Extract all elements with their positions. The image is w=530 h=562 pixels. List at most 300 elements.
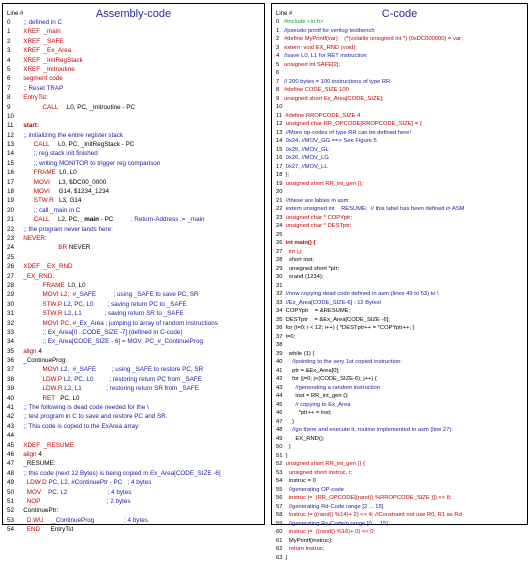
line-number: 50 [7, 488, 18, 497]
code-token: 49 [276, 436, 295, 442]
line-number: 22 [7, 225, 18, 234]
code-token: L3, G14 [59, 197, 81, 204]
code-token: 41 [276, 368, 292, 374]
code-token: for (i=0; i < 12; i++) { *DESTptr++ = *COPYptr++; } [286, 325, 415, 331]
code-token: 22 [276, 206, 286, 212]
code-token: ;; test program in C to save and restore PC and SR. [18, 413, 167, 420]
code-token: 7 [276, 79, 284, 85]
code-token: return instruc; [289, 546, 324, 552]
code-token: 23 [276, 215, 286, 221]
code-token: 0x25, //MOV_GL [286, 147, 329, 153]
code-token: 16 [276, 155, 286, 161]
code-line [7, 103, 262, 112]
code-token: instruc = 0 [289, 478, 316, 484]
code-line [7, 459, 262, 468]
line-number: 52 [7, 506, 18, 515]
code-token: XREF _InitRegStack [18, 57, 83, 64]
code-token: END [18, 526, 51, 533]
code-line [276, 392, 525, 401]
code-token: 52 [276, 461, 286, 467]
line-number: 38 [7, 375, 18, 384]
code-token: unsigned short RR_int_gen () { [286, 461, 365, 467]
line-number: 18 [7, 187, 18, 196]
code-line [276, 333, 525, 342]
code-line [7, 525, 262, 534]
code-token: 9 [276, 96, 284, 102]
code-line [7, 506, 262, 515]
code-line [276, 27, 525, 36]
code-line [7, 46, 262, 55]
code-token: ;; defined in C [18, 19, 62, 26]
code-line [7, 431, 262, 440]
code-token: 0x26, //MOV_LG [286, 155, 329, 161]
code-token: 59 [276, 521, 289, 527]
code-token: MOVI [18, 188, 59, 195]
code-line [7, 281, 262, 290]
code-line [276, 375, 525, 384]
code-line [7, 18, 262, 27]
code-token: 36 [276, 325, 286, 331]
code-token: 15 [276, 147, 286, 153]
code-token: L2, PC, L0 ; restoring return PC from _SAFE [64, 376, 202, 383]
code-token: MyPrintf(instruc); [289, 538, 333, 544]
code-line [276, 494, 525, 503]
code-token: ;; this code (next 12 Bytes) is being copied in Ex_Area[CODE_SIZE -6] [18, 470, 221, 477]
line-number: 1 [7, 27, 18, 36]
line-number: 20 [7, 206, 18, 215]
code-token: _RESUME: [18, 460, 55, 467]
code-line [276, 52, 525, 61]
code-token: STW.R [18, 310, 64, 317]
code-token: STW.P [18, 301, 64, 308]
code-token: 39 [276, 351, 289, 357]
code-token: ;; writing MONITOR to trigger reg comparison [18, 160, 160, 167]
code-token: 13 [276, 130, 286, 136]
line-number: 19 [7, 196, 18, 205]
code-line [276, 469, 525, 478]
code-token: 38 [276, 342, 282, 348]
line-number: 14 [7, 149, 18, 158]
code-token: //these are lables in asm [286, 198, 349, 204]
code-token: XDEF _EX_RND [18, 263, 73, 270]
c-line-number-label: Line # [276, 11, 292, 17]
code-token: 28 [276, 257, 289, 263]
code-line [276, 222, 525, 231]
code-line [276, 418, 525, 427]
code-token: _EX_RND: [18, 273, 54, 280]
code-token: } [286, 555, 288, 561]
code-token: //Ex_Area[CODE_SIZE-6] : 12 Bytes! [286, 300, 382, 306]
line-number: 32 [7, 319, 18, 328]
code-token: 24 [276, 223, 286, 229]
code-line [276, 256, 525, 265]
code-line [276, 545, 525, 554]
code-line [7, 93, 262, 102]
assembly-line-number-label: Line # [7, 11, 23, 17]
code-token: start: [18, 122, 39, 129]
code-token: MOVI [18, 366, 60, 373]
code-line [7, 309, 262, 318]
code-line [7, 178, 262, 187]
code-token: CALL [18, 141, 58, 148]
line-number: 12 [7, 131, 18, 140]
line-number: 15 [7, 159, 18, 168]
code-token: 48 [276, 427, 292, 433]
code-token: FRAME [18, 282, 68, 289]
code-token: //pointing to the very 1st copied instruction: [292, 359, 402, 365]
code-token: 33 [276, 300, 286, 306]
code-token: #define RROPCODE_SIZE 4 [285, 113, 360, 119]
code-line [7, 140, 262, 149]
code-token: unsigned char RR_OPCODE[RROPCODE_SIZE] = { [286, 121, 422, 127]
code-line [276, 239, 525, 248]
code-line [7, 347, 262, 356]
code-line [276, 129, 525, 138]
code-token: 19 [276, 181, 286, 187]
code-token: //generating Rd-Code range [2 ... 15] [289, 504, 383, 510]
code-line [7, 478, 262, 487]
c-panel-title: C-code [272, 8, 527, 20]
code-token: 62 [276, 546, 289, 552]
code-token: // 200 bytes = 100 instructions of type RR [284, 79, 390, 85]
code-token: extern void EX_RND (void); [284, 45, 357, 51]
code-line [276, 460, 525, 469]
code-token: FRAME [18, 169, 59, 176]
code-token: CALL [18, 216, 58, 223]
code-token: ;; Ex_Area[CODE_SIZE - 6] = MOV PC_#_ContinueProg [18, 338, 203, 345]
code-token: RET [18, 395, 60, 402]
code-token: L0, L0 [59, 169, 77, 176]
code-token: //save L0, L1 for RET instruction [284, 53, 367, 59]
code-token: unsigned char * COPYptr; [286, 215, 352, 221]
code-token: ;; This code is copied to the ExArea array: [18, 423, 140, 430]
code-line [276, 290, 525, 299]
code-token: //generating a random instruction [295, 385, 380, 391]
code-token: D.WU [18, 517, 52, 524]
code-line [276, 528, 525, 537]
code-token: G14, $1234_1234 [59, 188, 109, 195]
code-token: PC, L2 ; 4 bytes [48, 489, 131, 496]
code-token: ; 2 bytes [107, 498, 131, 505]
line-number: 46 [7, 450, 18, 459]
code-token: 53 [276, 470, 289, 476]
code-line [7, 243, 262, 252]
code-token: L0, PC, _Initroutine - PC [67, 104, 135, 111]
code-token: NEVER: [18, 235, 47, 242]
code-token: #include <io.h> [284, 19, 323, 25]
code-token: XDEF _RESUME [18, 442, 74, 449]
code-token: 54 [276, 478, 289, 484]
code-token: ;; the program never lands here: [18, 226, 113, 233]
code-token: EX_RND(); [295, 436, 324, 442]
code-token: extern unsigned int RESUME; // this label has been defined in ASM [286, 206, 465, 212]
code-token: //generating Rs-Code/n range [0 ... 15] [289, 521, 388, 527]
code-line [7, 168, 262, 177]
code-token: ;; reg stack init finished [18, 150, 98, 157]
code-token: instruc |= ((rand() %14)+ 2) << 4; //Constraint not use R0, R1 as Rd [289, 512, 462, 518]
code-token: #_SAFE ; using _SAFE to save PC, SR [73, 291, 199, 298]
code-token: //now copying dead code defined in asm (lines 49 to 53) to \ [286, 291, 439, 297]
code-line [7, 422, 262, 431]
code-line [276, 443, 525, 452]
code-line [276, 103, 525, 112]
code-line [276, 486, 525, 495]
code-token: 50 [276, 444, 289, 450]
code-token: 56 [276, 495, 289, 501]
code-token: 60 [276, 529, 289, 535]
code-token: ;; The following is dead code needed for the \ [18, 404, 149, 411]
code-token: 25 [276, 232, 282, 238]
code-token: #define CODE_SIZE 100 [284, 87, 349, 93]
code-token: instruc |= (RR_OPCODE[(rand() %RROPCODE_SIZE )]) << 8; [289, 495, 452, 501]
code-line [276, 324, 525, 333]
line-number: 37 [7, 365, 18, 374]
code-line [7, 272, 262, 281]
code-line [276, 86, 525, 95]
code-token: //generating OP-code [289, 487, 344, 493]
code-line [276, 154, 525, 163]
line-number: 49 [7, 478, 18, 487]
code-token: *ptr++ = inst; [299, 410, 332, 416]
code-token: i=0; [286, 334, 296, 340]
code-line [276, 44, 525, 53]
code-token: ContinuePtr: [18, 507, 58, 514]
line-number: 42 [7, 412, 18, 421]
code-line [276, 358, 525, 367]
code-line [276, 316, 525, 325]
code-line [276, 188, 525, 197]
code-token: 32 [276, 291, 286, 297]
code-token: align [18, 451, 38, 458]
code-token: BR [18, 244, 69, 251]
code-token: 37 [276, 334, 286, 340]
code-token: ;; Ex_Area[0 ..CODE_SIZE -7] (defined in C-code) [18, 329, 182, 336]
code-token: 2 [276, 36, 284, 42]
line-number: 44 [7, 431, 18, 440]
code-line [276, 112, 525, 121]
code-token: L2, PC, [58, 216, 81, 223]
line-number: 13 [7, 140, 18, 149]
code-token: L2, L1 ; restoring return SR from _SAFE [64, 385, 199, 392]
code-token: 0x27, //MOV_LL [286, 164, 328, 170]
code-token: 18 [276, 172, 286, 178]
code-line [7, 356, 262, 365]
code-line [7, 234, 262, 243]
code-token: 43 [276, 385, 295, 391]
code-line [276, 231, 525, 240]
code-line [7, 206, 262, 215]
code-line [7, 441, 262, 450]
code-line [7, 74, 262, 83]
code-line [276, 503, 525, 512]
code-line [7, 65, 262, 74]
code-line [7, 27, 262, 36]
code-line [276, 299, 525, 308]
code-token: 5 [276, 62, 284, 68]
code-line [276, 95, 525, 104]
line-number: 5 [7, 65, 18, 74]
code-token: L3, $DC00_0000 [59, 179, 107, 186]
line-number: 48 [7, 469, 18, 478]
code-line [276, 367, 525, 376]
code-token: NOP [18, 498, 107, 505]
code-token: DESTptr = &Ex_Area[CODE_SIZE -6]; [286, 317, 390, 323]
code-token: inst = RR_int_gen (); [295, 393, 348, 399]
code-token: 47 [276, 419, 292, 425]
code-token: while (1) { [289, 351, 314, 357]
line-number: 0 [7, 18, 18, 27]
code-line [7, 262, 262, 271]
code-line [7, 469, 262, 478]
code-token: 35 [276, 317, 286, 323]
code-line [7, 497, 262, 506]
code-token: 4 [276, 53, 284, 59]
code-token: #_Ex_Area ; jumping to array of random instructions [73, 320, 218, 327]
code-token: MOVI [18, 179, 59, 186]
line-number: 35 [7, 347, 18, 356]
code-token: 3 [276, 45, 284, 51]
line-number: 10 [7, 112, 18, 121]
code-token: } [292, 419, 294, 425]
code-line [276, 61, 525, 70]
code-token: EntryTst: [18, 94, 48, 101]
code-line [276, 171, 525, 180]
code-token: 30 [276, 274, 289, 280]
code-token: ;; Reset TRAP [18, 85, 63, 92]
code-token: XREF _main [18, 28, 61, 35]
code-token: ;; call _main in C [18, 207, 80, 214]
code-token: unsigned int SAFE[2]; [284, 62, 340, 68]
code-token: 21 [276, 198, 286, 204]
line-number: 36 [7, 356, 18, 365]
code-token: 6 [276, 70, 279, 76]
code-token: unsigned short RR_int_gen (); [286, 181, 363, 187]
code-line [7, 328, 262, 337]
code-line [276, 214, 525, 223]
code-line [7, 37, 262, 46]
line-number: 2 [7, 37, 18, 46]
code-token: //More op-codes of type RR can be defined here! [286, 130, 411, 136]
code-line [276, 435, 525, 444]
code-token: PC, L2, #ContinuePtr - PC ; 4 bytes [48, 479, 151, 486]
code-token: XREF _Ex_Area [18, 47, 71, 54]
code-line [7, 149, 262, 158]
code-line [276, 273, 525, 282]
line-number: 31 [7, 309, 18, 318]
code-line [276, 18, 525, 27]
line-number: 4 [7, 56, 18, 65]
line-number: 30 [7, 300, 18, 309]
line-number: 25 [7, 253, 18, 262]
code-line [276, 511, 525, 520]
code-line [7, 319, 262, 328]
code-token: }; [286, 172, 290, 178]
line-number: 16 [7, 168, 18, 177]
code-line [276, 520, 525, 529]
code-line [7, 121, 262, 130]
code-line [7, 300, 262, 309]
code-line [7, 384, 262, 393]
code-line [7, 225, 262, 234]
code-line [7, 84, 262, 93]
code-token: int i,j; [289, 249, 303, 255]
code-token: 17 [276, 164, 286, 170]
code-line [7, 159, 262, 168]
code-token: XREF _SAFE [18, 38, 64, 45]
code-token: L0, PC, _InitRegStack - PC [58, 141, 134, 148]
code-line [7, 196, 262, 205]
code-line [7, 450, 262, 459]
code-line [7, 56, 262, 65]
code-token: L2, L1 ; saving return SR to _SAFE [64, 310, 183, 317]
line-number: 28 [7, 281, 18, 290]
code-token: EntryTst [51, 526, 74, 533]
code-token: unsigned char * DESTptr; [286, 223, 352, 229]
code-line [276, 69, 525, 78]
code-token: //go there and execute it, routine implemented in asm (line 27): [292, 427, 453, 433]
line-number: 6 [7, 74, 18, 83]
code-token: 14 [276, 138, 286, 144]
code-token: for (j=0; j<(CODE_SIZE-6); j++) { [292, 376, 377, 382]
code-token: ptr = &Ex_Area[0]; [292, 368, 340, 374]
code-token: 44 [276, 393, 295, 399]
line-number: 23 [7, 234, 18, 243]
code-token: //pseudo printf for verilog testbench [284, 28, 375, 34]
line-number: 51 [7, 497, 18, 506]
line-number: 47 [7, 459, 18, 468]
code-token: align [18, 348, 38, 355]
code-token: ;; initializing the entire register stack [18, 132, 123, 139]
line-number: 39 [7, 384, 18, 393]
line-number: 34 [7, 337, 18, 346]
code-token: 51 [276, 453, 286, 459]
code-line [7, 337, 262, 346]
code-line [7, 488, 262, 497]
code-line [276, 120, 525, 129]
line-number: 41 [7, 403, 18, 412]
code-line [276, 554, 525, 562]
code-line [276, 180, 525, 189]
code-token: int main() { [286, 240, 316, 246]
line-number: 40 [7, 394, 18, 403]
line-number: 7 [7, 84, 18, 93]
line-number: 27 [7, 272, 18, 281]
line-number: 11 [7, 121, 18, 130]
code-token: 1 [276, 28, 284, 34]
code-line [7, 516, 262, 525]
code-token: MOVI PC, [18, 320, 73, 327]
code-line [7, 253, 262, 262]
code-token: _main [81, 216, 99, 223]
code-token: 26 [276, 240, 286, 246]
code-line [7, 412, 262, 421]
code-token: 42 [276, 376, 292, 382]
line-number: 9 [7, 103, 18, 112]
assembly-code-panel [2, 3, 265, 525]
code-token: MOVI L2, [18, 291, 73, 298]
code-token: 4 [38, 451, 42, 458]
code-line [7, 290, 262, 299]
code-line [276, 197, 525, 206]
line-number: 26 [7, 262, 18, 271]
code-line [276, 341, 525, 350]
code-token: 12 [276, 121, 286, 127]
code-line [276, 282, 525, 291]
code-token: L0, L0 [68, 282, 86, 289]
code-line [276, 163, 525, 172]
code-token: short inst; [289, 257, 314, 263]
code-token: } [289, 444, 291, 450]
